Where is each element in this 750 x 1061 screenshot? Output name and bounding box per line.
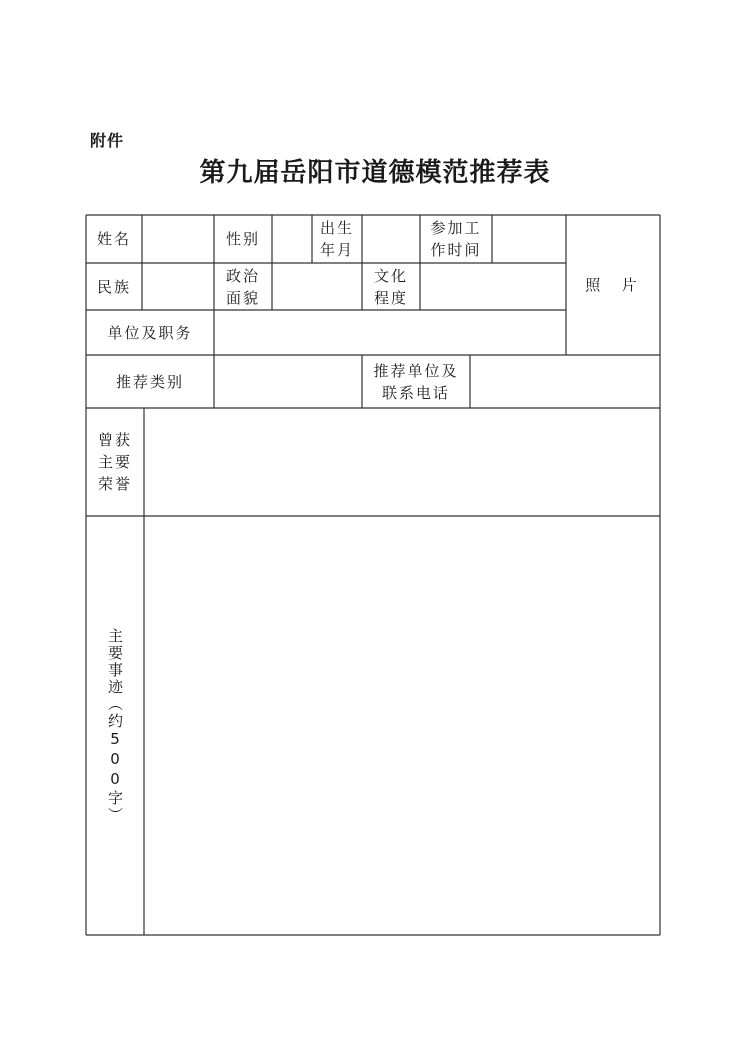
photo-area[interactable]: 照 片 [585, 276, 641, 294]
attachment-label: 附件 [90, 131, 125, 150]
deeds-field[interactable] [144, 516, 660, 935]
gender-field[interactable] [272, 215, 312, 263]
name-label: 姓名 [96, 230, 131, 248]
work-start-label: 参加工 作时间 [430, 219, 482, 259]
education-label: 文化 程度 [373, 266, 408, 307]
honors-label: 曾获 主要 荣誉 [97, 431, 132, 493]
political-status-field[interactable] [272, 263, 362, 310]
birth-date-label: 出生 年月 [319, 219, 354, 259]
recommender-label: 推荐单位及 联系电话 [373, 361, 459, 402]
ethnicity-label: 民族 [96, 277, 131, 296]
ethnicity-field[interactable] [142, 263, 214, 310]
education-field[interactable] [420, 263, 566, 310]
unit-position-field[interactable] [214, 310, 566, 355]
form-title: 第九届岳阳市道德模范推荐表 [199, 158, 551, 188]
gender-label: 性别 [225, 230, 260, 248]
honors-field[interactable] [144, 408, 660, 516]
category-field[interactable] [214, 355, 362, 408]
name-field[interactable] [142, 215, 214, 263]
birth-date-field[interactable] [362, 215, 420, 263]
work-start-field[interactable] [492, 215, 566, 263]
category-label: 推荐类别 [115, 372, 184, 391]
unit-position-label: 单位及职务 [107, 323, 193, 342]
political-status-label: 政治 面貌 [225, 266, 260, 307]
deeds-label: 主要事迹（约500字） [106, 627, 124, 824]
recommender-field[interactable] [470, 355, 660, 408]
